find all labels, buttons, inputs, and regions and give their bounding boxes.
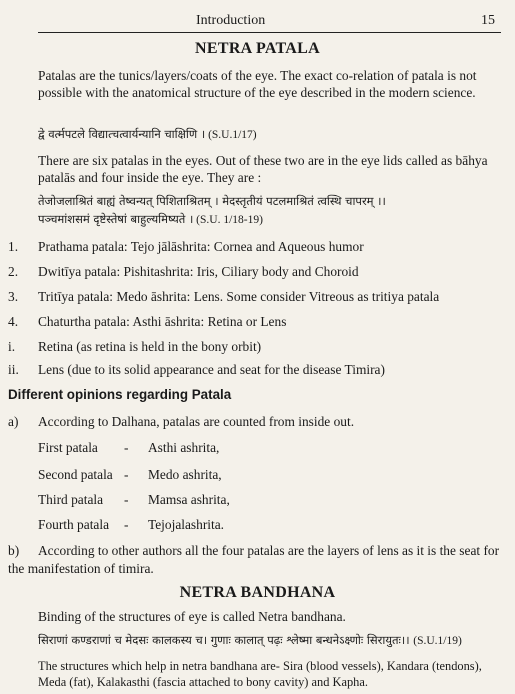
verse-1-text: द्वे वर्त्मपटले विद्यात्चत्वार्यन्यानि चाक्षिणि — [38, 127, 198, 141]
patala-name: Fourth patala — [38, 517, 110, 532]
patala-dash: - — [124, 492, 129, 507]
list-number: 3. — [8, 289, 19, 304]
sanskrit-verse-2-line-2 — [38, 212, 508, 228]
list-number: ii. — [8, 362, 19, 377]
list-item — [8, 288, 503, 305]
intro-paragraph: Patalas are the tunics/layers/coats of the eye. The exact co-relation of patala is not possible with the anatomical structure of the eye described in the modern science. — [38, 68, 477, 100]
sanskrit-verse-2-line-1: तेजोजलाश्रितं बाह्यं तेष्वन्यत् पिशिताश्रितम् । मेदस्तृतीयं पटलमाश्रितं त्वस्थि चापरम् ।। — [38, 194, 386, 208]
list-item — [8, 361, 503, 378]
bandhana-intro: Binding of the structures of eye is called Netra bandhana. — [38, 609, 346, 624]
verse-2-reference: । (S.U. 1/18-19) — [188, 214, 263, 226]
opinion-b-text: According to other authors all the four patalas are the layers of lens as it is the seat for the manifestation of timira. — [8, 543, 500, 576]
list-item — [8, 313, 503, 330]
patala-dash: - — [124, 467, 129, 482]
list-text: Dwitīya patala: Pishitashrita: Iris, Ciliary body and Choroid — [38, 264, 359, 279]
section-heading-netra-bandhana: NETRA BANDHANA — [179, 584, 336, 601]
patala-name: Third patala — [38, 492, 104, 507]
patala-name: Second patala — [38, 467, 113, 482]
list-number: i. — [8, 339, 16, 354]
opinion-a-text: According to Dalhana, patalas are counted from inside out. — [38, 414, 355, 429]
bandhana-structures-paragraph: The structures which help in netra bandhana are- Sira (blood vessels), Kandara (tendons), Meda (fat), Kalakasthi (fascia attached to bony cavity) and Kapha. — [38, 659, 482, 689]
subheading-different-opinions: Different opinions regarding Patala — [8, 387, 232, 402]
list-item — [8, 338, 503, 355]
list-number: 4. — [8, 314, 19, 329]
sanskrit-verse-3 — [38, 633, 508, 649]
list-number: 2. — [8, 264, 19, 279]
verse-3-reference: (S.U.1/19) — [413, 635, 462, 647]
list-item — [8, 238, 503, 255]
list-text: Tritīya patala: Medo āshrita: Lens. Some consider Vitreous as tritiya patala — [38, 289, 440, 304]
opinion-a-marker: a) — [8, 414, 19, 429]
patala-dash: - — [124, 440, 129, 455]
list-text: Retina (as retina is held in the bony orbit) — [38, 339, 262, 354]
running-header — [38, 12, 501, 33]
list-text: Prathama patala: Tejo jālāshrita: Cornea and Aqueous humor — [38, 239, 364, 254]
patala-name: First patala — [38, 440, 98, 455]
patala-dash: - — [124, 517, 129, 532]
list-item — [8, 263, 503, 280]
page-number: 15 — [481, 13, 495, 28]
section-heading-netra-patala: NETRA PATALA — [195, 40, 320, 57]
verse-1-reference: । (S.U.1/17) — [200, 129, 257, 141]
patala-value: Medo ashrita, — [148, 467, 222, 482]
list-number: 1. — [8, 239, 19, 254]
opinion-b-marker: b) — [8, 543, 20, 558]
list-text: Lens (due to its solid appearance and seat for the disease Timira) — [38, 362, 385, 377]
six-patalas-paragraph: There are six patalas in the eyes. Out of these two are in the eye lids called as bāhya patalās and four inside the eye. They are : — [38, 153, 488, 185]
opinion-b — [8, 542, 503, 578]
patala-value: Mamsa ashrita, — [148, 492, 230, 507]
opinion-a — [8, 413, 503, 430]
verse-2-line-2-text: पञ्चमांशसमं दृष्टेस्तेषां बाहुल्यमिष्यते — [38, 212, 186, 226]
verse-3-text: सिराणां कण्डराणां च मेदसः कालकस्य च। गुणाः कालात् पढ़ः श्लेष्मा बन्धनेऽक्ष्णोः सिरायुतः।। — [38, 633, 410, 647]
list-text: Chaturtha patala: Asthi āshrita: Retina or Lens — [38, 314, 287, 329]
chapter-title: Introduction — [196, 13, 266, 28]
sanskrit-verse-1 — [38, 127, 508, 143]
patala-value: Tejojalashrita. — [148, 517, 225, 532]
patala-value: Asthi ashrita, — [148, 440, 220, 455]
